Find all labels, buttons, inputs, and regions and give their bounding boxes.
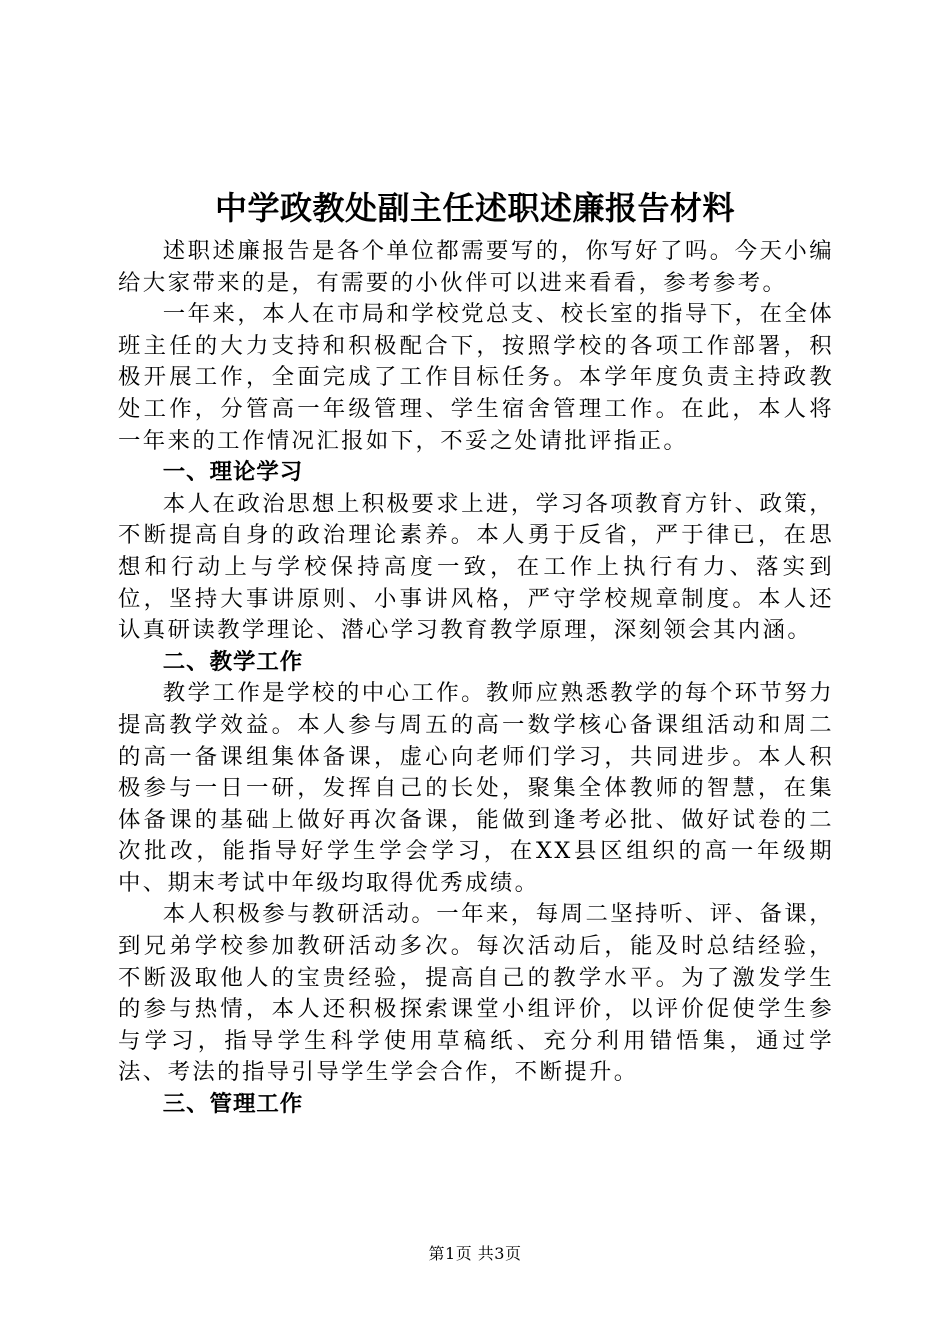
document-body	[118, 236, 834, 1121]
section-heading-teaching: 二、教学工作	[162, 648, 304, 675]
section-heading-theory: 一、理论学习	[162, 459, 304, 486]
theory-paragraph: 本人在政治思想上积极要求上进，学习各项教育方针、政策，不断提高自身的政治理论素养。本人勇于反省，严于律已，在思想和行动上与学校保持高度一致，在工作上执行有力、落实到位，坚持大事讲原则、小事讲风格，严守学校规章制度。本人还认真研读教学理论、潜心学习教育教学原理，深刻领会其内涵。	[118, 490, 834, 644]
teaching-paragraph: 教学工作是学校的中心工作。教师应熟悉教学的每个环节努力提高教学效益。本人参与周五的高一数学核心备课组活动和周二的高一备课组集体备课，虚心向老师们学习，共同进步。本人积极参与一日一研，发挥自己的长处，聚集全体教师的智慧，在集体备课的基础上做好再次备课，能做到逢考必批、做好试卷的二次批改，能指导好学生学会学习，在XX县区组织的高一年级期中、期末考试中年级均取得优秀成绩。	[118, 680, 834, 896]
document-title: 中学政教处副主任述职述廉报告材料	[214, 189, 735, 227]
section-heading-management: 三、管理工作	[162, 1091, 304, 1118]
page-footer: 第1页 共3页	[428, 1244, 522, 1263]
research-paragraph: 本人积极参与教研活动。一年来，每周二坚持听、评、备课，到兄弟学校参加教研活动多次。每次活动后，能及时总结经验，不断汲取他人的宝贵经验，提高自己的教学水平。为了激发学生的参与热情，本人还积极探索课堂小组评价，以评价促使学生参与学习，指导学生科学使用草稿纸、充分利用错悟集，通过学法、考法的指导引导学生学会合作，不断提升。	[118, 901, 834, 1086]
summary-paragraph: 一年来，本人在市局和学校党总支、校长室的指导下，在全体班主任的大力支持和积极配合下，按照学校的各项工作部署，积极开展工作，全面完成了工作目标任务。本学年度负责主持政教处工作，分管高一年级管理、学生宿舍管理工作。在此，本人将一年来的工作情况汇报如下，不妥之处请批评指正。	[118, 301, 834, 454]
intro-paragraph: 述职述廉报告是各个单位都需要写的，你写好了吗。今天小编给大家带来的是，有需要的小伙伴可以进来看看，参考参考。	[118, 238, 834, 296]
